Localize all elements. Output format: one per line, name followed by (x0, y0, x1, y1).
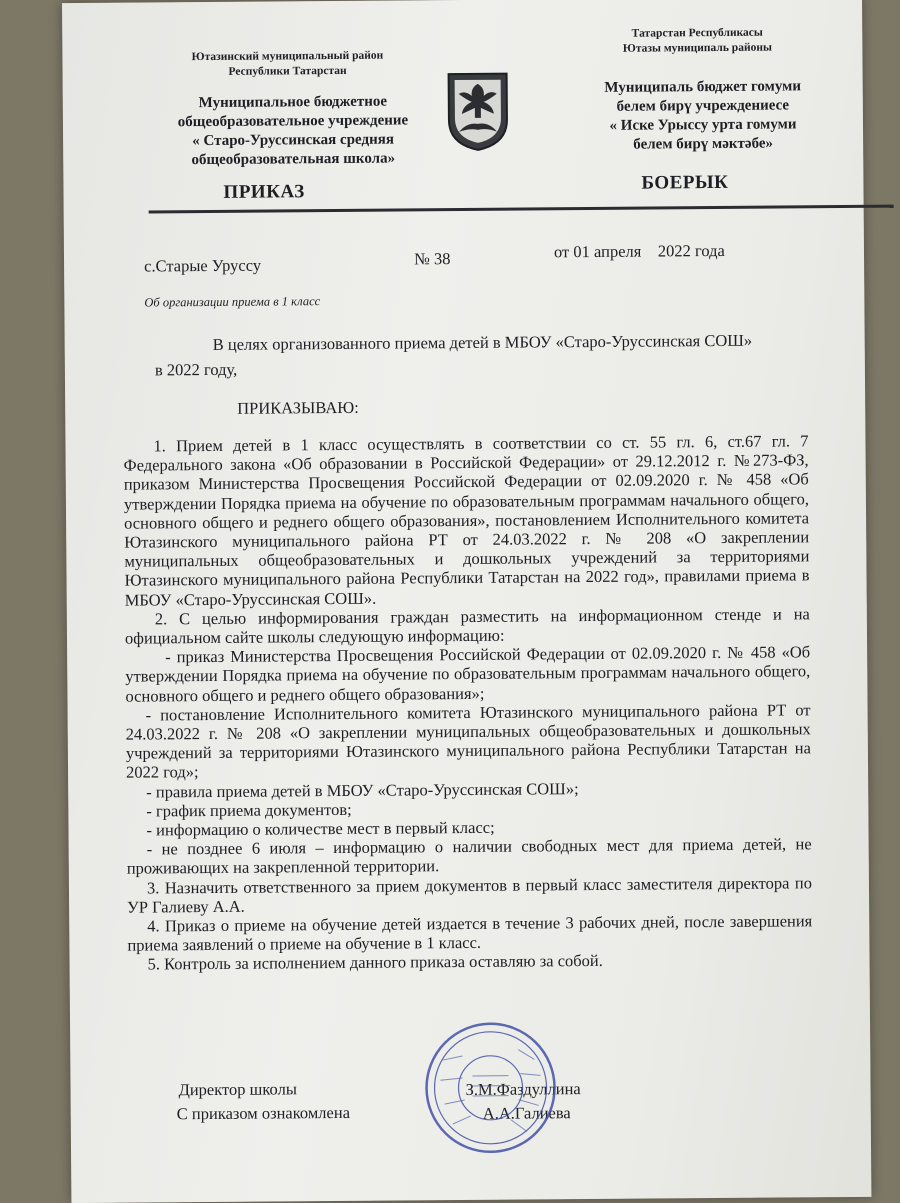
right-school-line: Муниципаль бюджет гомуми (604, 78, 802, 96)
intro-line-2: в 2022 году, (154, 359, 238, 380)
item-4: 4. Приказ о приеме на обучение детей издается в течение 3 рабочих дней, после завершения приема заявлений о приеме на обучение в 1 класс. (127, 911, 813, 955)
item-3: 3. Назначить ответственного за прием документов в первый класс заместителя директора по УР Галиеву А.А. (127, 872, 813, 917)
item-5: 5. Контроль за исполнением данного приказа оставляю за собой. (147, 951, 603, 974)
left-district-header (157, 48, 417, 80)
item-1: 1. Прием детей в 1 класс осуществлять в соответствии со ст. 55 гл. 6, ст.67 гл. 7 Федерального закона «Об образовании в Российской Федерации» от 29.12.2012 г. №273-ФЗ, приказом Министерства Просвещения Российской Федерации от 02.09.2020 г. № 458 «Об утверждении Порядка приема на обучение по образовательным программам начального общего, основного общего и реднего общего образования», постановлением Исполнительного комитета Ютазинского муниципального района РТ от 24.03.2022 г. № 208 «О закреплении муниципальных общеобразовательных и дошкольных учреждений за территориями Ютазинского муниципального района Республики Татарстан на 2022 год», правилами приема в МБОУ «Старо-Уруссинская СОШ». (123, 431, 810, 610)
sub-item-places: - информацию о количестве мест в первый класс; (146, 817, 495, 840)
left-school-line: общеобразовательная школа» (191, 150, 396, 169)
school-stamp-icon (422, 1019, 559, 1156)
header-divider (149, 205, 894, 214)
title-boeryk: БОЕРЫК (641, 171, 729, 194)
order-subject: Об организации приема в 1 класс (144, 294, 321, 310)
sub-item-rules: - правила приема детей в МБОУ «Старо-Уруссинская СОШ»; (146, 778, 579, 802)
coat-of-arms-icon (445, 70, 512, 153)
right-school-line: белем бирү мәктәбе» (633, 135, 774, 153)
left-school-name (133, 92, 454, 171)
order-date: от 01 апреля 2022 года (553, 240, 725, 262)
right-school-line: белем бирү учреждениесе (616, 97, 790, 115)
order-word: ПРИКАЗЫВАЮ: (237, 397, 359, 418)
director-name: З.М.Фаздуллина (465, 1079, 581, 1100)
right-republic-line: Татарстан Республикасы (631, 26, 763, 40)
item-2: 2. С целью информирования граждан разместить на информационном стенде и на официальном сайте школы следующую информацию: (124, 604, 810, 648)
left-school-line: « Старо-Уруссинская средняя (192, 131, 395, 150)
right-school-line: « Иске Урыссу урта гомуми (609, 116, 797, 134)
left-school-line: общеобразовательное учреждение (177, 112, 409, 131)
sub-item-free-places: - не позднее 6 июля – информацию о наличии свободных мест для приема детей, не проживающих на закрепленной территории. (126, 834, 812, 879)
right-school-name (543, 77, 864, 156)
document-page (62, 0, 871, 1203)
right-district-header (567, 25, 827, 57)
sub-item-order: - приказ Министерства Просвещения Российской Федерации от 02.09.2020 г. № 458 «Об утверждении Порядка приема на обучение по образовательным программам начального общего, основного общего и реднего общего образования»; (125, 642, 811, 706)
left-district-line: Ютазинский муниципальный район (191, 49, 384, 64)
order-number: № 38 (413, 249, 451, 269)
acknowledged-label: С приказом ознакомлена (176, 1102, 351, 1124)
intro-line-1: В целях организованного приема детей в МБОУ «Старо-Уруссинская СОШ» (212, 330, 753, 354)
acknowledged-name: А.А.Галиева (482, 1103, 571, 1123)
sub-item-schedule: - график приема документов; (146, 799, 352, 821)
sub-item-resolution: - постановление Исполнительного комитета Ютазинского муниципального района РТ от 24.03.2022 г. № 208 «О закреплении муниципальных общеобразовательных и дошкольных учреждений за территориями Ютазинского муниципального района Республики Татарстан на 2022 год»; (125, 700, 811, 783)
place: с.Старые Уруссу (144, 255, 262, 276)
director-label: Директор школы (178, 1079, 297, 1100)
right-district-line: Ютазы муниципаль районы (622, 41, 772, 55)
left-republic-line: Республики Татарстан (228, 64, 347, 78)
title-prikaz: ПРИКАЗ (223, 181, 305, 203)
left-school-line: Муниципальное бюджетное (198, 93, 388, 112)
order-body (123, 431, 812, 974)
